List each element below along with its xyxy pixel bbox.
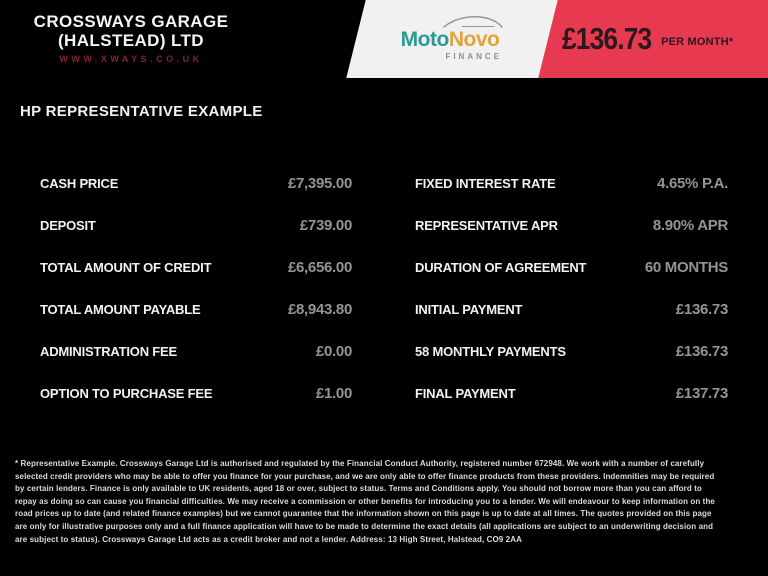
- finance-table-right-column: [415, 162, 728, 414]
- row-value: 8.90% APR: [652, 216, 728, 234]
- table-row-deposit: [40, 204, 352, 246]
- row-label: DURATION OF AGREEMENT: [415, 259, 587, 275]
- row-label: TOTAL AMOUNT PAYABLE: [40, 301, 201, 317]
- table-row-cash-price: [40, 162, 352, 204]
- header: [0, 0, 768, 78]
- table-row-final-payment: [415, 372, 728, 414]
- dealer-info: [0, 12, 262, 64]
- table-row-monthly-payments: [415, 330, 728, 372]
- row-label: INITIAL PAYMENT: [415, 301, 523, 317]
- row-label: FIXED INTEREST RATE: [415, 175, 556, 191]
- row-value: £7,395.00: [287, 174, 352, 192]
- row-value: £137.73: [675, 384, 728, 402]
- row-label: FINAL PAYMENT: [415, 385, 516, 401]
- car-swoosh-icon: [442, 14, 504, 29]
- row-value: £1.00: [315, 384, 352, 402]
- row-label: ADMINISTRATION FEE: [40, 343, 177, 359]
- dealer-name-line1: CROSSWAYS GARAGE: [33, 12, 229, 31]
- page-title: HP REPRESENTATIVE EXAMPLE: [20, 103, 263, 120]
- monthly-price-amount: £136.73: [562, 21, 652, 56]
- row-value: £8,943.80: [287, 300, 352, 318]
- row-label: 58 MONTHLY PAYMENTS: [415, 343, 566, 359]
- brand-name-novo: Novo: [448, 28, 500, 51]
- monthly-price-banner: [562, 0, 733, 78]
- table-row-option-to-purchase-fee: [40, 372, 352, 414]
- row-value: 60 MONTHS: [644, 258, 728, 276]
- table-row-fixed-interest-rate: [415, 162, 728, 204]
- finance-table-left-column: [40, 162, 352, 414]
- motonovo-logo: [394, 14, 506, 61]
- table-row-duration: [415, 246, 728, 288]
- dealer-name-line2: (HALSTEAD) LTD: [58, 31, 204, 51]
- row-value: £739.00: [299, 216, 352, 234]
- table-row-representative-apr: [415, 204, 728, 246]
- row-value: £0.00: [315, 342, 352, 360]
- dealer-website-link[interactable]: WWW.XWAYS.CO.UK: [59, 54, 203, 65]
- row-value: £136.73: [675, 342, 728, 360]
- brand-name: [394, 29, 506, 50]
- dealer-name: [0, 12, 262, 50]
- row-label: OPTION TO PURCHASE FEE: [40, 385, 213, 401]
- row-value: 4.65% P.A.: [657, 174, 728, 192]
- table-row-admin-fee: [40, 330, 352, 372]
- monthly-price-period: PER MONTH*: [661, 36, 734, 48]
- row-value: £136.73: [675, 300, 728, 318]
- table-row-initial-payment: [415, 288, 728, 330]
- table-row-total-payable: [40, 288, 352, 330]
- table-row-total-credit: [40, 246, 352, 288]
- finance-table: [40, 162, 728, 414]
- row-label: DEPOSIT: [40, 217, 96, 233]
- brand-name-moto: Moto: [400, 28, 449, 51]
- brand-subtitle: FINANCE: [445, 52, 502, 61]
- disclaimer-small-print: * Representative Example. Crossways Garage Ltd is authorised and regulated by the Financial Conduct Authority, registered number 672948. We work with a number of carefully selected credit providers who may be able to offer you finance for your purchase, and we are only able to offer finance products from these providers. Indemnities may be required by certain lenders. Finance is only available to UK residents, aged 18 or over, subject to status. Terms and Conditions apply. You should not borrow more than you can afford to repay as doing so can cause you financial difficulties. We may receive a commission or other benefits for introducing you to a lender. We will endeavour to keep information on the road prices up to date (and related finance examples) but we cannot guarantee that the information shown on this page is up to date at all times. The quotes provided on this page are only for illustrative purposes only and a full finance application will have to be made to determine the exact details (all applications are subject to an underwriting decision and are subject to status). Crossways Garage Ltd acts as a credit broker and not a lender. Address: 13 High Street, Halstead, CO9 2AA: [15, 459, 715, 544]
- row-label: REPRESENTATIVE APR: [415, 217, 558, 233]
- row-label: CASH PRICE: [40, 175, 119, 191]
- row-label: TOTAL AMOUNT OF CREDIT: [40, 259, 212, 275]
- row-value: £6,656.00: [287, 258, 352, 276]
